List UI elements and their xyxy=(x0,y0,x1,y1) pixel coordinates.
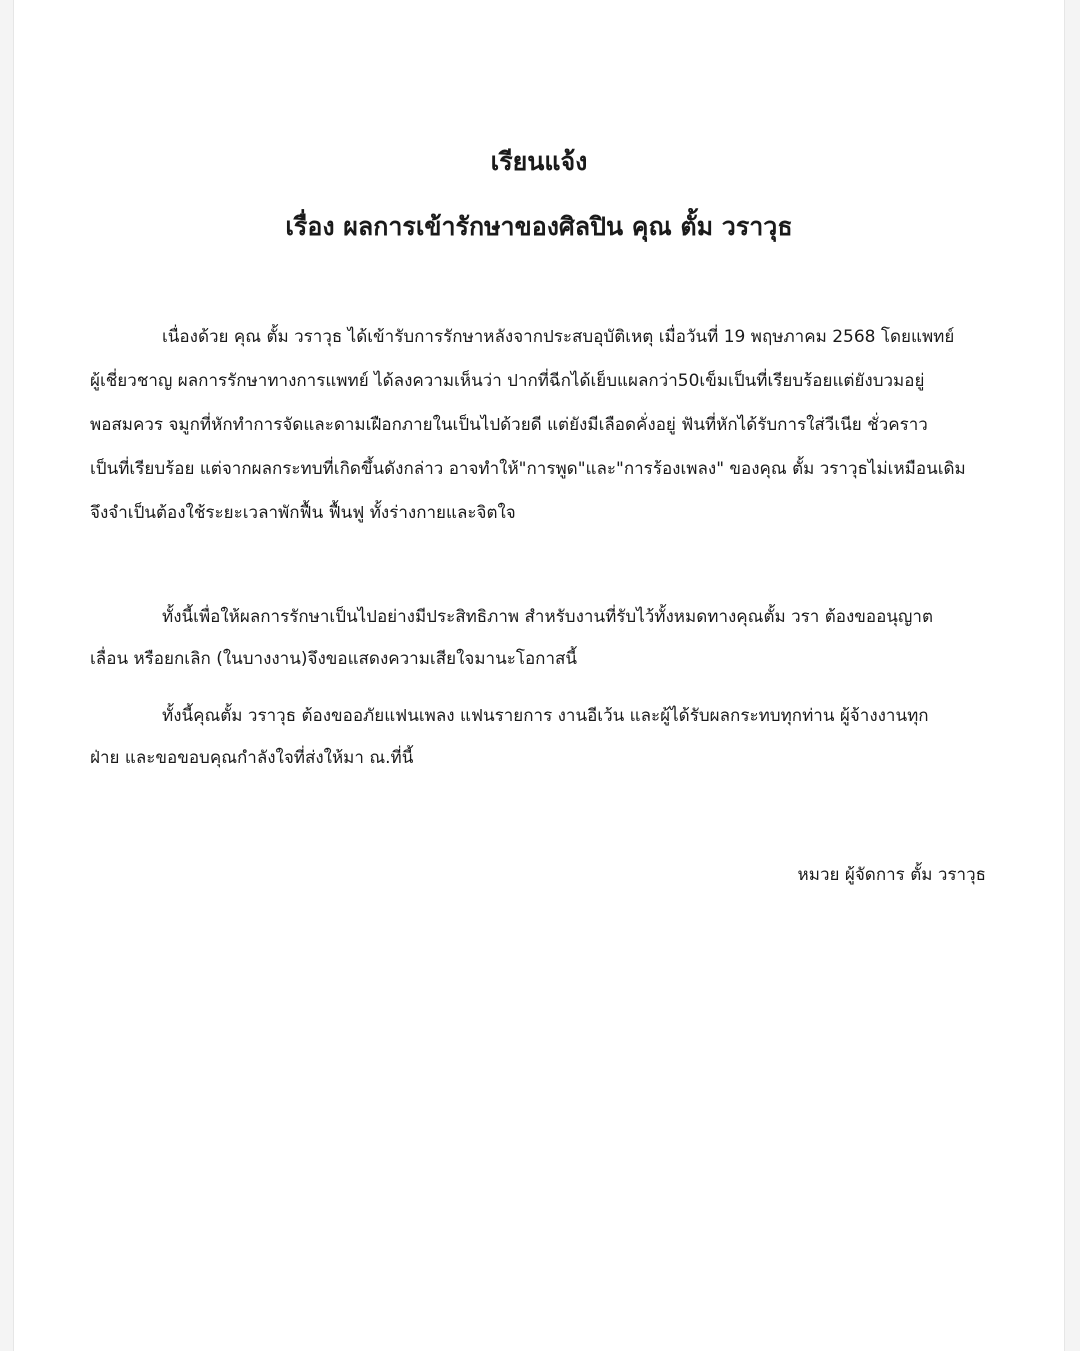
paragraph-line: เนื่องด้วย คุณ ตั้ม วราวุธ ได้เข้ารับการรักษาหลังจากประสบอุบัติเหตุ เมื่อวันที่ 19 พฤษภาคม 2568 โดยแพทย์ xyxy=(162,327,955,347)
document-heading: เรียนแจ้ง xyxy=(490,147,588,176)
document-page xyxy=(14,0,1064,1351)
paragraph-line: ผู้เชี่ยวชาญ ผลการรักษาทางการแพทย์ ได้ลงความเห็นว่า ปากที่ฉีกได้เย็บแผลกว่า50เข็มเป็นที่เรียบร้อยแต่ยังบวมอยู่ xyxy=(90,371,925,391)
paragraph-line: จึงจำเป็นต้องใช้ระยะเวลาพักฟื้น ฟื้นฟู ทั้งร่างกายและจิตใจ xyxy=(90,503,516,523)
paragraph-line: เลื่อน หรือยกเลิก (ในบางงาน)จึงขอแสดงความเสียใจมานะโอกาสนี้ xyxy=(90,649,578,669)
paragraph-apology xyxy=(90,695,990,779)
document-subject: เรื่อง ผลการเข้ารักษาของศิลปิน คุณ ตั้ม วราวุธ xyxy=(285,212,793,241)
paragraph-line: ทั้งนี้คุณตั้ม วราวุธ ต้องขออภัยแฟนเพลง แฟนรายการ งานอีเว้น และผู้ได้รับผลกระทบทุกท่าน ผู้จ้างงานทุก xyxy=(162,706,929,726)
paragraph-medical-report xyxy=(90,315,990,535)
paragraph-line: เป็นที่เรียบร้อย แต่จากผลกระทบที่เกิดขึ้นดังกล่าว อาจทำให้"การพูด"และ"การร้องเพลง" ของคุณ ตั้ม วราวุธไม่เหมือนเดิม xyxy=(90,459,966,479)
paragraph-line: ทั้งนี้เพื่อให้ผลการรักษาเป็นไปอย่างมีประสิทธิภาพ สำหรับงานที่รับไว้ทั้งหมดทางคุณตั้ม วรา ต้องขออนุญาต xyxy=(162,607,934,627)
paragraph-line: พอสมควร จมูกที่หักทำการจัดและดามเฝือกภายในเป็นไปด้วยดี แต่ยังมีเลือดคั่งอยู่ ฟันที่หักได้รับการใส่วีเนีย ชั่วคราว xyxy=(90,415,928,435)
signature: หมวย ผู้จัดการ ตั้ม วราวุธ xyxy=(797,865,986,885)
paragraph-schedule-changes xyxy=(90,596,990,680)
paragraph-line: ฝ่าย และขอขอบคุณกำลังใจที่ส่งให้มา ณ.ที่นี้ xyxy=(90,748,414,768)
